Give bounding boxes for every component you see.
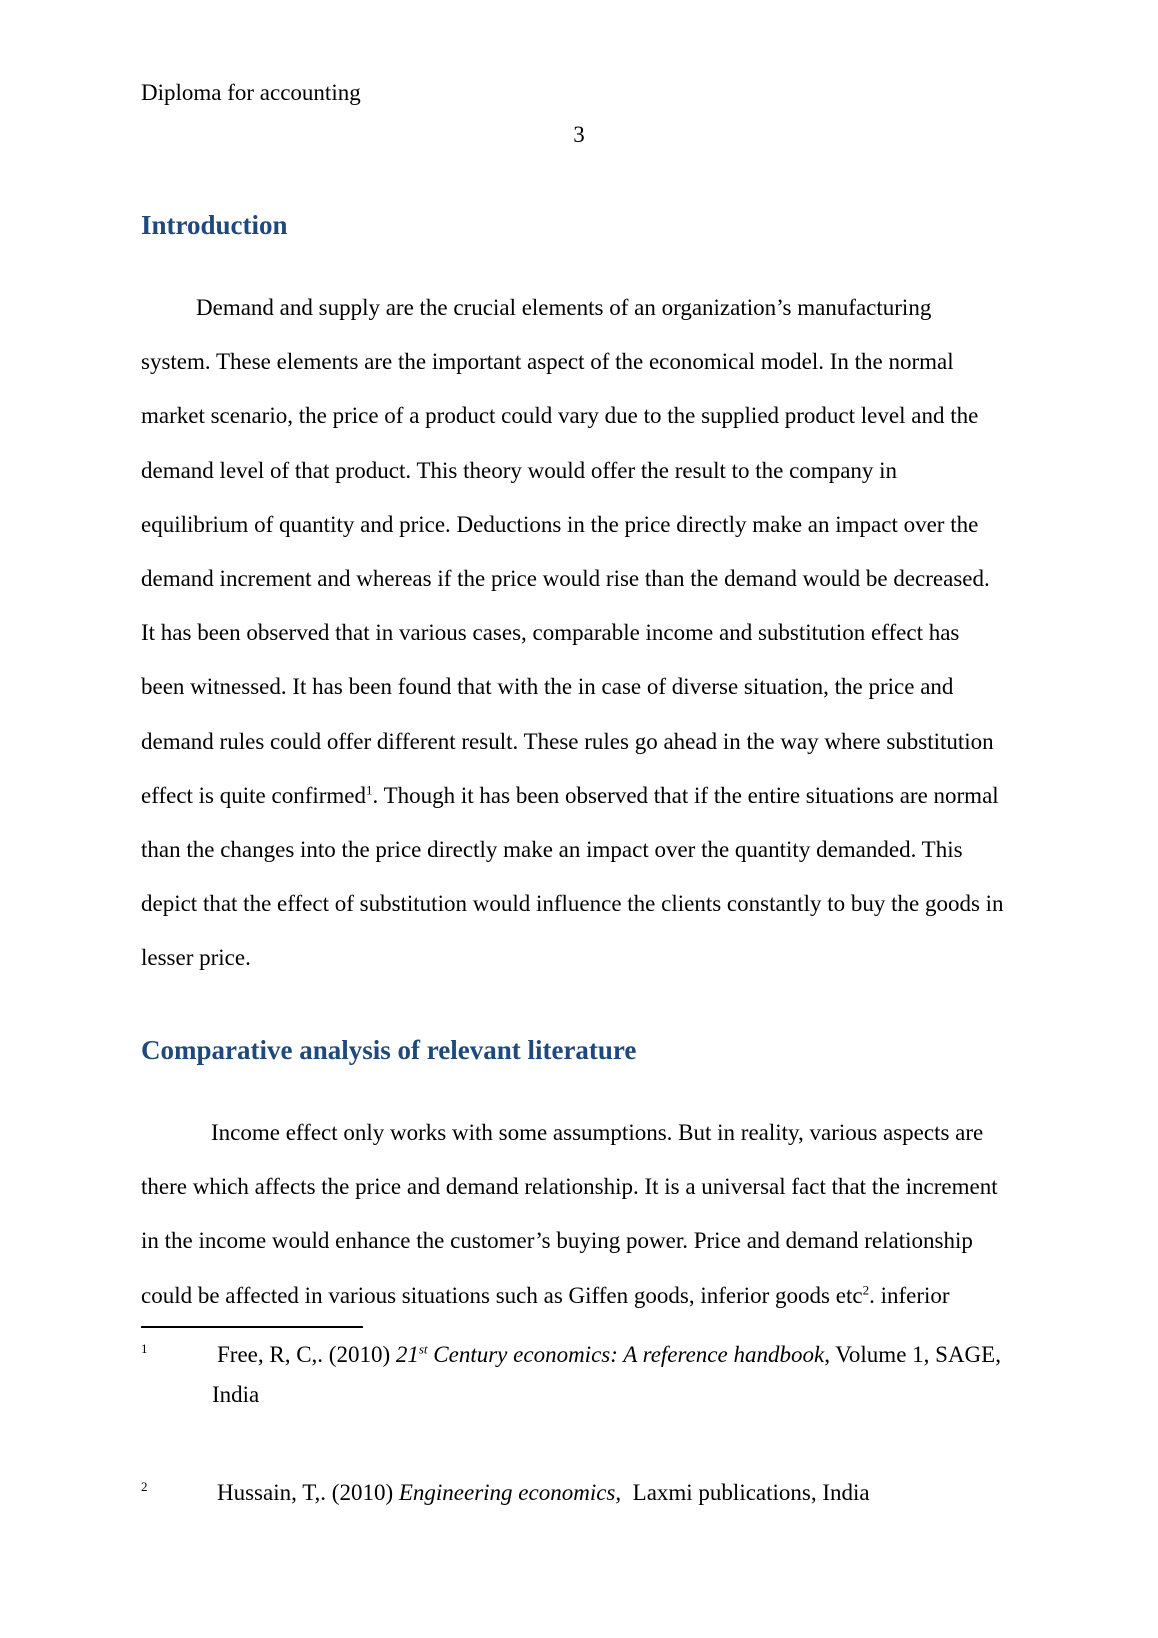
paragraph-line: demand level of that product. This theory would offer the result to the company in	[141, 457, 898, 483]
footnote-text: Free, R, C,. (2010) 21st Century economics: A reference handbook, Volume 1, SAGE,	[217, 1341, 1001, 1367]
literature-paragraph	[141, 1106, 1026, 1323]
paragraph-line: market scenario, the price of a product could vary due to the supplied product level and the	[141, 403, 979, 429]
literature-heading: Comparative analysis of relevant literature	[141, 1035, 637, 1065]
footnote-text: Hussain, T,. (2010) Engineering economics, Laxmi publications, India	[217, 1480, 870, 1505]
paragraph-line: equilibrium of quantity and price. Deductions in the price directly make an impact over the	[141, 511, 979, 537]
footnote-ref-2[interactable]: 2	[862, 1281, 870, 1297]
footnote-text-continued: India	[212, 1382, 260, 1407]
paragraph-line: depict that the effect of substitution would influence the clients constantly to buy the goods in	[141, 891, 1004, 917]
introduction-paragraph	[141, 281, 1026, 986]
paragraph-line: Income effect only works with some assumptions. But in reality, various aspects are	[211, 1120, 984, 1145]
paragraph-line: It has been observed that in various cases, comparable income and substitution effect has	[141, 620, 960, 646]
footnote-mark: 2	[141, 1479, 148, 1494]
paragraph-line: demand rules could offer different result. These rules go ahead in the way where substitution	[141, 728, 994, 754]
footnote-ref-1[interactable]: 1	[366, 782, 373, 798]
running-header: Diploma for accounting	[141, 80, 361, 105]
introduction-heading: Introduction	[141, 210, 288, 240]
paragraph-line: in the income would enhance the customer’s buying power. Price and demand relationship	[141, 1228, 973, 1254]
paragraph-line: could be affected in various situations such as Giffen goods, inferior goods etc$^2$. inferior	[141, 1281, 950, 1308]
paragraph-line: there which affects the price and demand relationship. It is a universal fact that the increment	[141, 1174, 998, 1200]
paragraph-line: demand increment and whereas if the price would rise than the demand would be decreased.	[141, 566, 990, 592]
paragraph-line: Demand and supply are the crucial elements of an organization’s manufacturing	[196, 295, 932, 320]
paragraph-line: than the changes into the price directly make an impact over the quantity demanded. This	[141, 837, 963, 863]
footnote-mark: 1	[141, 1341, 148, 1356]
paragraph-line: been witnessed. It has been found that with the in case of diverse situation, the price and	[141, 674, 954, 700]
paragraph-line: effect is quite confirmed$^1$. Though it has been observed that if the entire situations are normal	[141, 782, 999, 808]
paragraph-line: system. These elements are the important aspect of the economical model. In the normal	[141, 349, 954, 375]
page-number: 3	[573, 122, 585, 147]
paragraph-line: lesser price.	[141, 945, 251, 971]
footnote-separator	[141, 1326, 363, 1328]
